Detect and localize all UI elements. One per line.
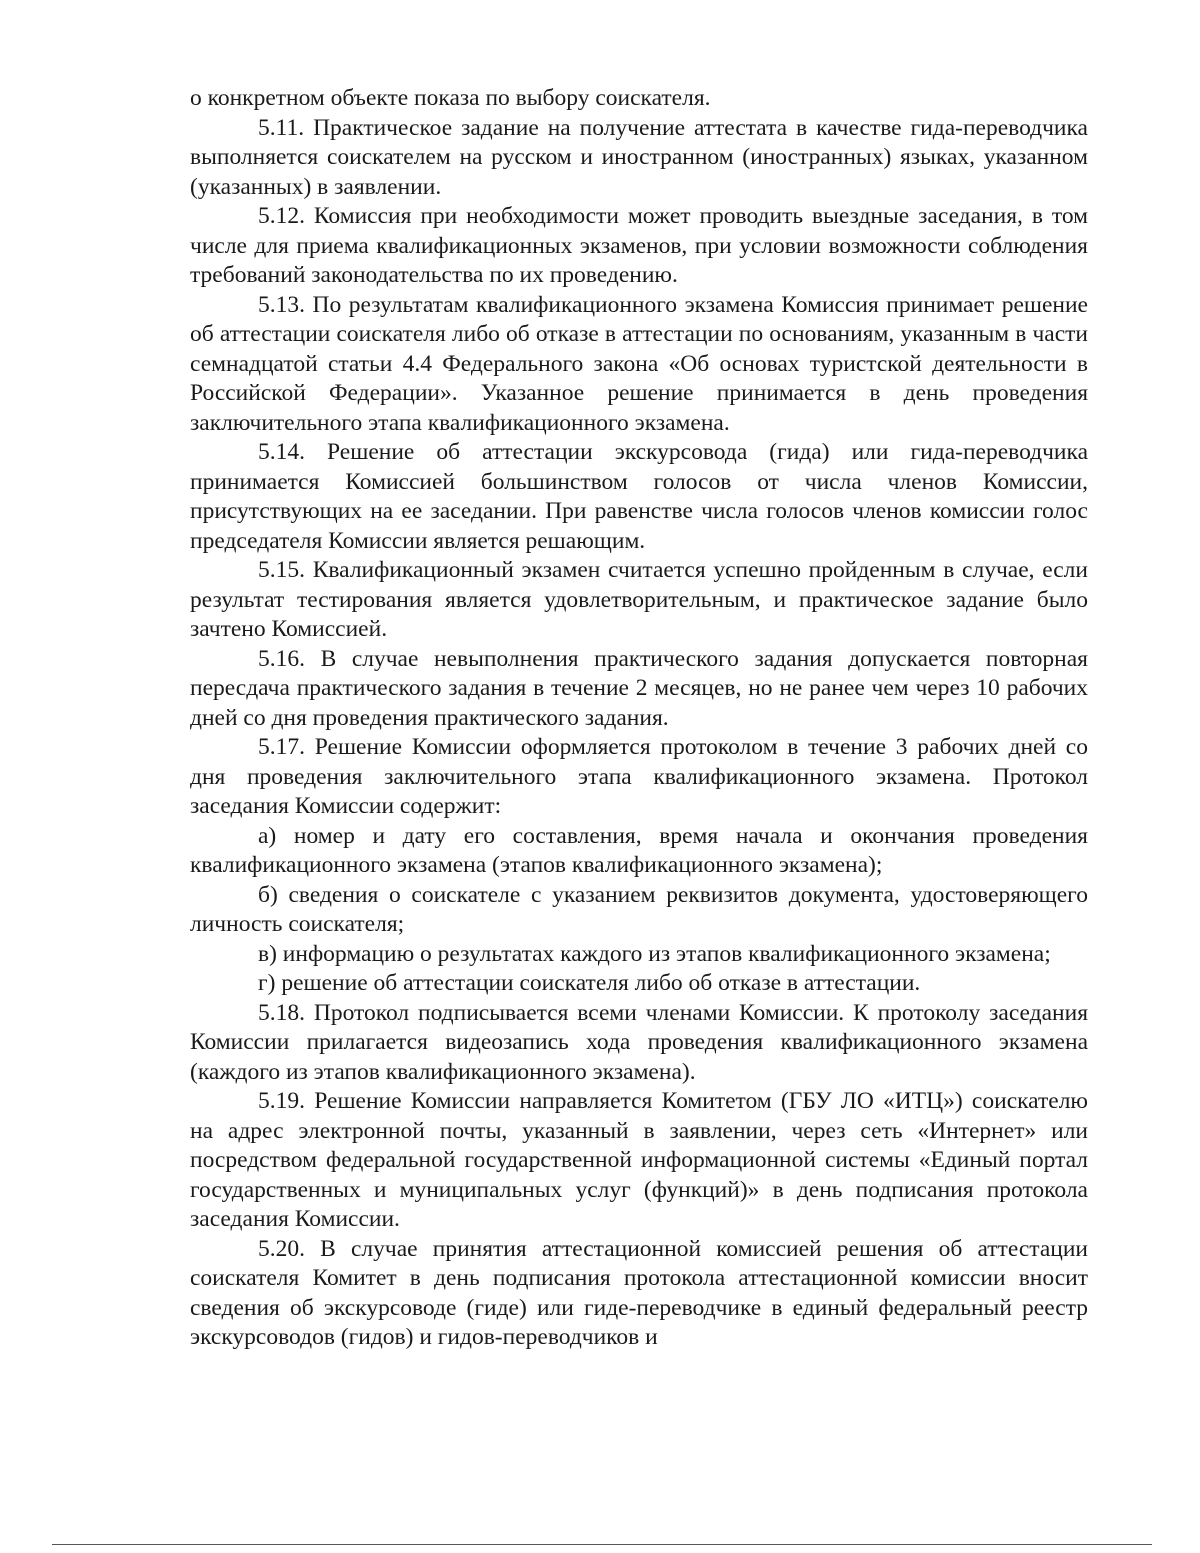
list-item-v: в) информацию о результатах каждого из этапов квалификационного экзамена; bbox=[258, 940, 1051, 967]
paragraph-5-12: 5.12. Комиссия при необходимости может проводить выездные заседания, в том числе для приема квалификационных экзаменов, при условии возможности соблюдения требований законодательства по их проведению. bbox=[190, 203, 1088, 288]
paragraph-5-13: 5.13. По результатам квалификационного экзамена Комиссия принимает решение об аттестации соискателя либо об отказе в аттестации по основаниям, указанным в части семнадцатой статьи 4.4 Федерального закона «Об основах туристской деятельности в Российской Федерации». Указанное решение принимается в день проведения заключительного этапа квалификационного экзамена. bbox=[190, 291, 1088, 436]
paragraph-5-19: 5.19. Решение Комиссии направляется Комитетом (ГБУ ЛО «ИТЦ») соискателю на адрес электронной почты, указанный в заявлении, через сеть «Интернет» или посредством федеральной государственной информационной системы «Единый портал государственных и муниципальных услуг (функций)» в день подписания протокола заседания Комиссии. bbox=[190, 1088, 1088, 1232]
page-bottom-rule bbox=[52, 1544, 1152, 1545]
paragraph-5-20: 5.20. В случае принятия аттестационной комиссией решения об аттестации соискателя Комитет в день подписания протокола аттестационной комиссии вносит сведения об экскурсоводе (гиде) или гиде-переводчике в единый федеральный реестр экскурсоводов (гидов) и гидов-переводчиков и bbox=[190, 1235, 1088, 1350]
paragraph-5-18: 5.18. Протокол подписывается всеми членами Комиссии. К протоколу заседания Комиссии прилагается видеозапись хода проведения квалификационного экзамена (каждого из этапов квалификационного экзамена). bbox=[190, 999, 1088, 1085]
document-page bbox=[190, 84, 1088, 1353]
paragraph-continuation: о конкретном объекте показа по выбору соискателя. bbox=[190, 85, 711, 111]
paragraph-5-11: 5.11. Практическое задание на получение аттестата в качестве гида-переводчика выполняется соискателем на русском и иностранном (иностранных) языках, указанном (указанных) в заявлении. bbox=[190, 114, 1088, 200]
paragraph-5-15: 5.15. Квалификационный экзамен считается успешно пройденным в случае, если результат тестирования является удовлетворительным, и практическое задание было зачтено Комиссией. bbox=[190, 557, 1088, 642]
paragraph-5-17: 5.17. Решение Комиссии оформляется протоколом в течение 3 рабочих дней со дня проведения заключительного этапа квалификационного экзамена. Протокол заседания Комиссии содержит: bbox=[190, 734, 1088, 819]
paragraph-5-16: 5.16. В случае невыполнения практического задания допускается повторная пересдача практического задания в течение 2 месяцев, но не ранее чем через 10 рабочих дней со дня проведения практического задания. bbox=[190, 645, 1088, 731]
list-item-b: б) сведения о соискателе с указанием реквизитов документа, удостоверяющего личность соискателя; bbox=[190, 881, 1088, 937]
list-item-a: а) номер и дату его составления, время начала и окончания проведения квалификационного экзамена (этапов квалификационного экзамена); bbox=[190, 822, 1088, 878]
paragraph-5-14: 5.14. Решение об аттестации экскурсовода (гида) или гида-переводчика принимается Комиссией большинством голосов от числа членов Комиссии, присутствующих на ее заседании. При равенстве числа голосов членов комиссии голос председателя Комиссии является решающим. bbox=[190, 439, 1088, 554]
list-item-g: г) решение об аттестации соискателя либо об отказе в аттестации. bbox=[258, 970, 921, 996]
